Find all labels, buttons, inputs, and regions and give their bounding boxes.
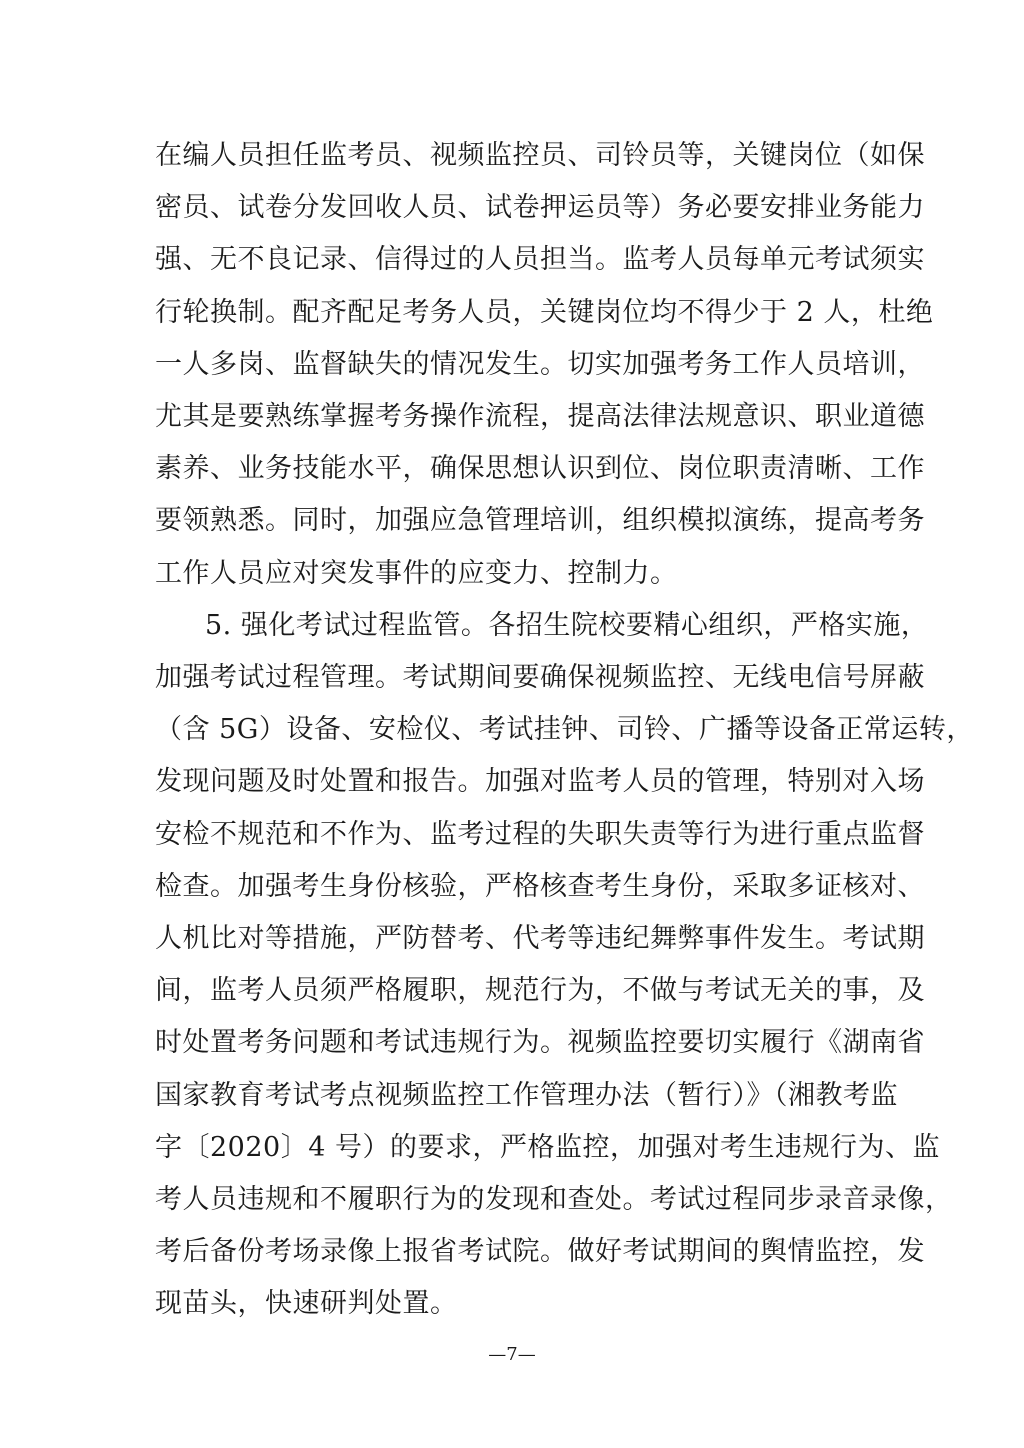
text-line: 要领熟悉。同时，加强应急管理培训，组织模拟演练，提高考务 (155, 505, 925, 537)
text-line: 一人多岗、监督缺失的情况发生。切实加强考务工作人员培训， (155, 348, 925, 380)
text-line: 强、无不良记录、信得过的人员担当。监考人员每单元考试须实 (155, 244, 925, 276)
text-line: 现苗头，快速研判处置。 (155, 1288, 458, 1320)
text-line: 发现问题及时处置和报告。加强对监考人员的管理，特别对入场 (155, 766, 925, 798)
text-line: 人机比对等措施，严防替考、代考等违纪舞弊事件发生。考试期 (155, 923, 925, 954)
text-line: 密员、试卷分发回收人员、试卷押运员等）务必要安排业务能力 (155, 192, 925, 224)
text-line: 考后备份考场录像上报省考试院。做好考试期间的舆情监控，发 (155, 1236, 925, 1268)
text-line: 间，监考人员须严格履职，规范行为，不做与考试无关的事，及 (155, 975, 925, 1007)
text-line: 检查。加强考生身份核验，严格核查考生身份，采取多证核对、 (155, 870, 925, 902)
text-line: （含 5G）设备、安检仪、考试挂钟、司铃、广播等设备正常运转， (155, 714, 974, 746)
text-line: 行轮换制。配齐配足考务人员，关键岗位均不得少于 2 人，杜绝 (155, 296, 934, 328)
page-number: —7— (488, 1344, 536, 1365)
text-line: 加强考试过程管理。考试期间要确保视频监控、无线电信号屏蔽 (155, 662, 925, 693)
text-line: 工作人员应对突发事件的应变力、控制力。 (155, 557, 678, 589)
text-line: 字〔2020〕4 号）的要求，严格监控，加强对考生违规行为、监 (155, 1131, 940, 1163)
text-line: 安检不规范和不作为、监考过程的失职失责等行为进行重点监督 (155, 818, 925, 850)
text-line: 时处置考务问题和考试违规行为。视频监控要切实履行《湖南省 (155, 1027, 925, 1059)
text-line: 素养、业务技能水平，确保思想认识到位、岗位职责清晰、工作 (155, 453, 925, 485)
text-line: 在编人员担任监考员、视频监控员、司铃员等，关键岗位（如保 (155, 140, 925, 171)
text-line: 考人员违规和不履职行为的发现和查处。考试过程同步录音录像， (155, 1184, 953, 1215)
section-heading-line: 5. 强化考试过程监管。各招生院校要精心组织，严格实施， (205, 609, 929, 641)
text-line: 尤其是要熟练掌握考务操作流程，提高法律法规意识、职业道德 (155, 401, 925, 432)
text-line: 国家教育考试考点视频监控工作管理办法（暂行）》（湘教考监 (155, 1079, 898, 1111)
